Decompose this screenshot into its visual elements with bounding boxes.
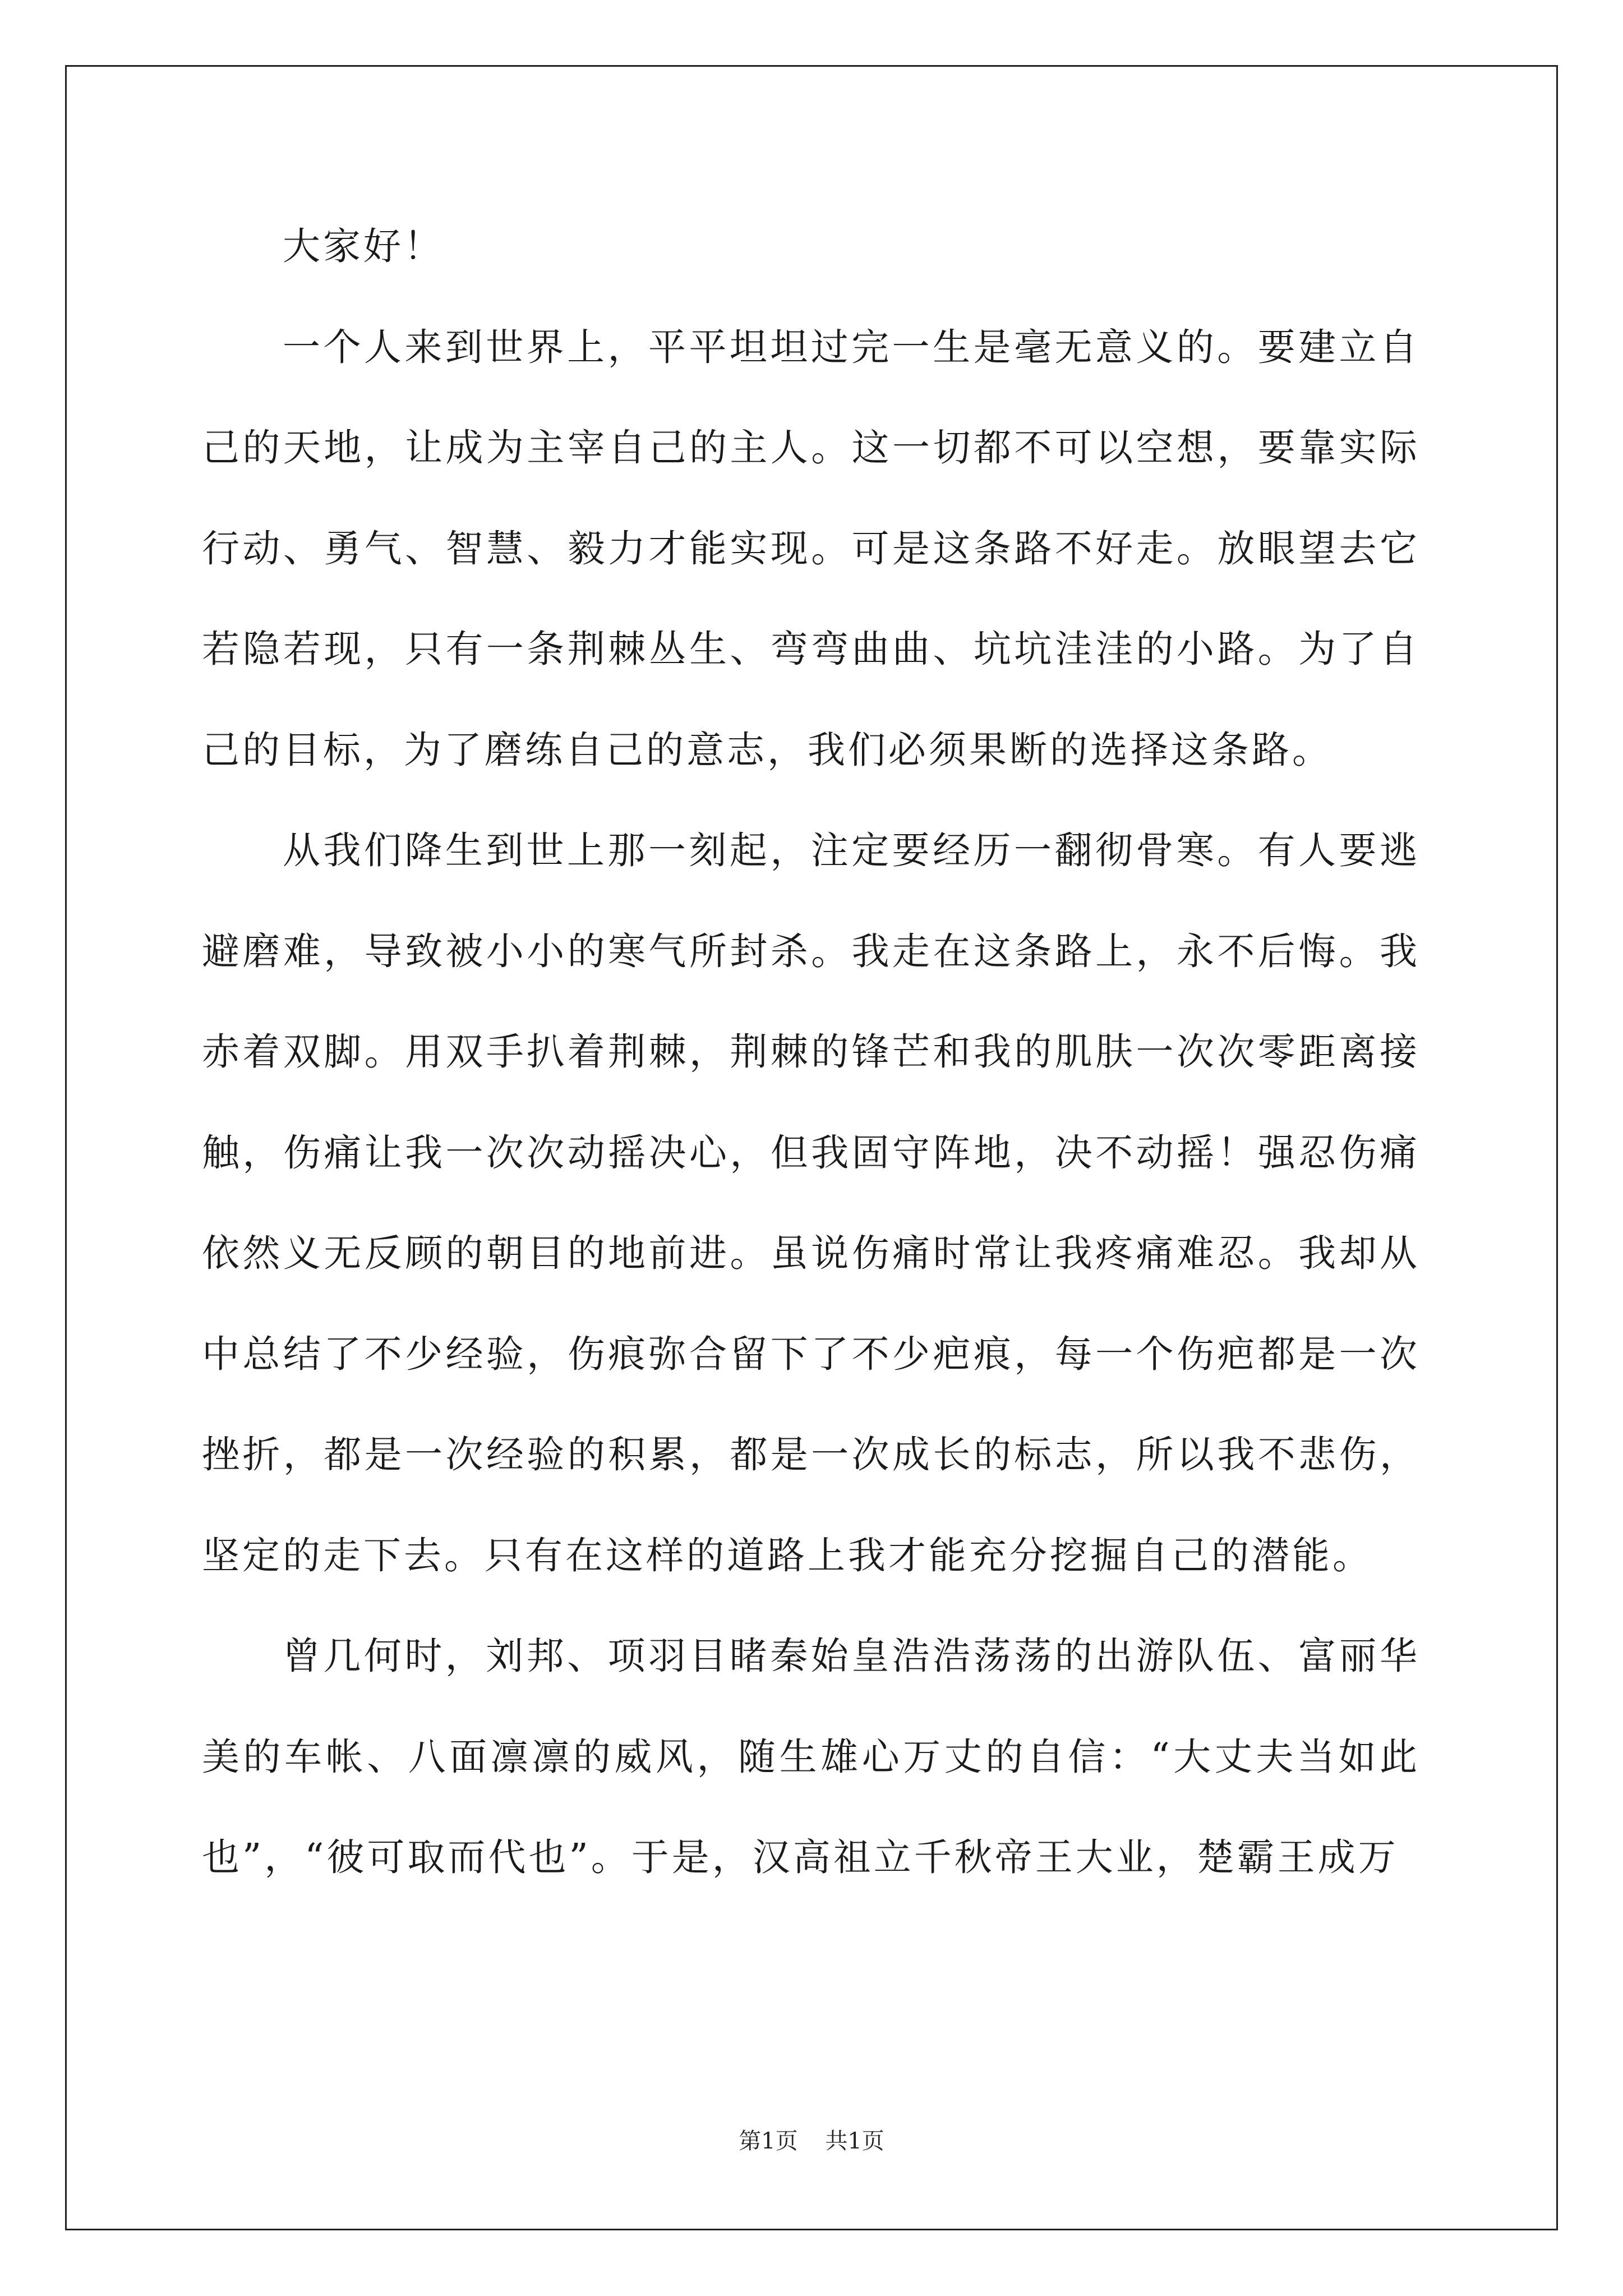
document-body <box>202 196 1420 1908</box>
paragraph: 从我们降生到世上那一刻起，注定要经历一翻彻骨寒。有人要逃避磨难，导致被小小的寒气所封杀。我走在这条路上，永不后悔。我赤着双脚。用双手扒着荆棘，荆棘的锋芒和我的肌肤一次次零距离接触，伤痛让我一次次动摇决心，但我固守阵地，决不动摇！强忍伤痛依然义无反顾的朝目的地前进。虽说伤痛时常让我疼痛难忍。我却从中总结了不少经验，伤痕弥合留下了不少疤痕，每一个伤疤都是一次挫折，都是一次经验的积累，都是一次成长的标志，所以我不悲伤，坚定的走下去。只有在这样的道路上我才能充分挖掘自己的潜能。 <box>202 829 1420 1577</box>
page-footer <box>0 2123 1623 2155</box>
current-page-label: 第1页 <box>739 2128 798 2154</box>
paragraph: 曾几何时，刘邦、项羽目睹秦始皇浩浩荡荡的出游队伍、富丽华美的车帐、八面凛凛的威风，随生雄心万丈的自信：“大丈夫当如此也”，“彼可取而代也”。于是，汉高祖立千秋帝王大业，楚霸王成万 <box>202 1634 1420 1879</box>
paragraph: 一个人来到世界上，平平坦坦过完一生是毫无意义的。要建立自己的天地，让成为主宰自己的主人。这一切都不可以空想，要靠实际行动、勇气、智慧、毅力才能实现。可是这条路不好走。放眼望去它若隐若现，只有一条荆棘丛生、弯弯曲曲、坑坑洼洼的小路。为了自己的目标，为了磨练自己的意志，我们必须果断的选择这条路。 <box>202 325 1420 772</box>
total-pages-label: 共1页 <box>825 2128 884 2154</box>
paragraph-greeting: 大家好！ <box>283 224 444 268</box>
